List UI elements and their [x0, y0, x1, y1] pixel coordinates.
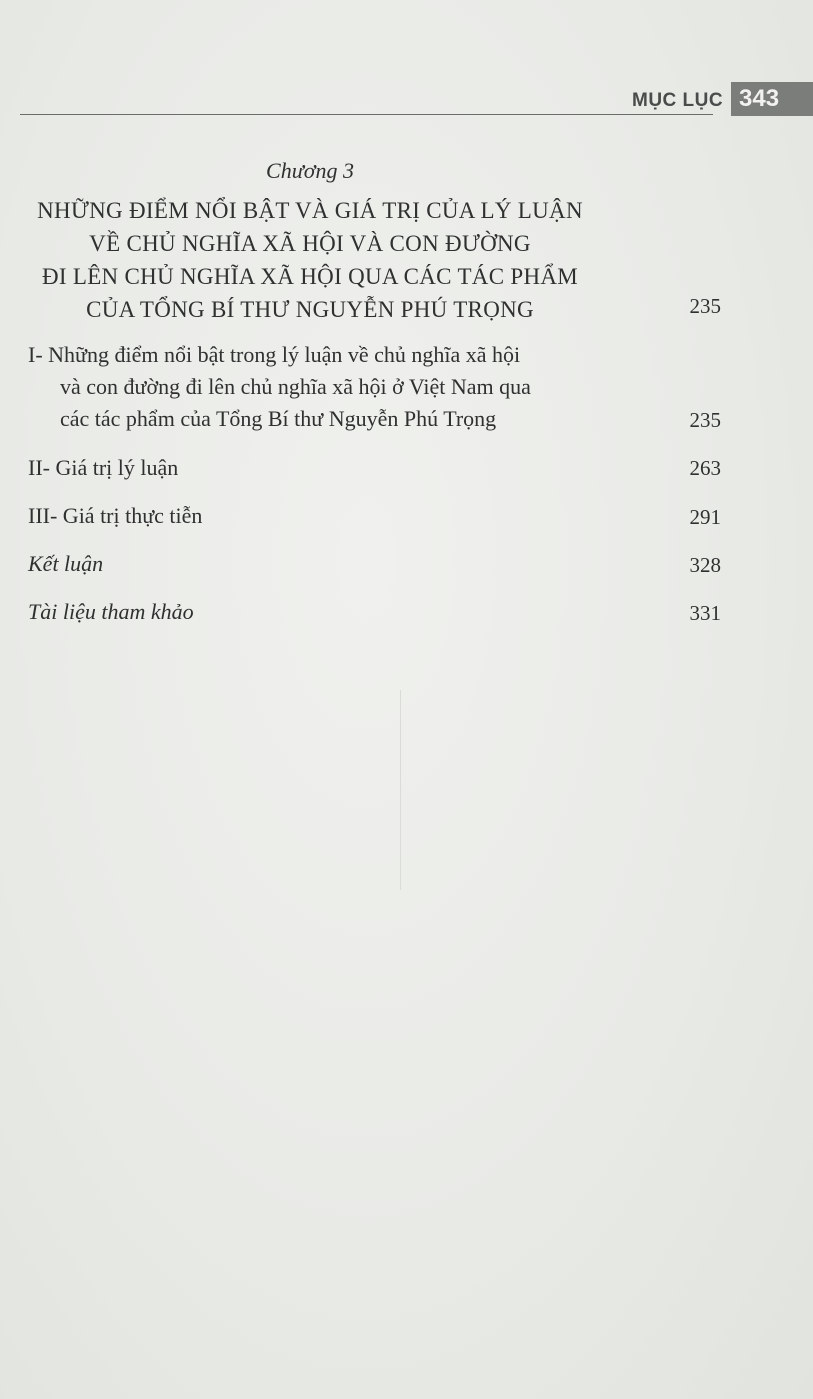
- chapter-title-line: CỦA TỔNG BÍ THƯ NGUYỄN PHÚ TRỌNG: [86, 297, 534, 322]
- running-header-title: MỤC LỤC: [632, 90, 724, 111]
- toc-entry-line: Kết luận: [28, 551, 104, 576]
- toc-entry-conclusion-page: 328: [689, 553, 721, 577]
- toc-entry-1-page: 235: [689, 408, 721, 432]
- toc-entry-line: II- Giá trị lý luận: [28, 455, 179, 480]
- toc-entry-references: [28, 596, 194, 628]
- toc-entry-references-page: 331: [689, 601, 721, 625]
- toc-entry-line: I- Những điểm nổi bật trong lý luận về chủ nghĩa xã hội: [28, 342, 521, 367]
- chapter-page-number: 235: [689, 294, 721, 318]
- toc-entry-1: [28, 339, 531, 435]
- page-crease: [400, 690, 401, 890]
- toc-entry-line: các tác phẩm của Tổng Bí thư Nguyễn Phú Trọng: [60, 406, 497, 431]
- toc-entry-line: và con đường đi lên chủ nghĩa xã hội ở Việt Nam qua: [60, 374, 531, 399]
- toc-entry-3-page: 291: [689, 505, 721, 529]
- chapter-title: [0, 194, 620, 326]
- toc-entry-2-page: 263: [689, 456, 721, 480]
- toc-entry-line: III- Giá trị thực tiễn: [28, 503, 203, 528]
- chapter-label: Chương 3: [266, 158, 354, 183]
- chapter-title-line: VỀ CHỦ NGHĨA XÃ HỘI VÀ CON ĐƯỜNG: [89, 231, 531, 256]
- chapter-title-line: ĐI LÊN CHỦ NGHĨA XÃ HỘI QUA CÁC TÁC PHẨM: [41, 264, 579, 289]
- chapter-title-line: NHỮNG ĐIỂM NỔI BẬT VÀ GIÁ TRỊ CỦA LÝ LUẬN: [37, 198, 583, 223]
- toc-entry-line: Tài liệu tham khảo: [28, 599, 194, 624]
- page-number-badge: 343: [731, 82, 813, 116]
- toc-entry-conclusion: [28, 548, 103, 580]
- toc-entry-3: [28, 500, 202, 532]
- toc-entry-2: [28, 452, 178, 484]
- header-rule: [20, 114, 713, 115]
